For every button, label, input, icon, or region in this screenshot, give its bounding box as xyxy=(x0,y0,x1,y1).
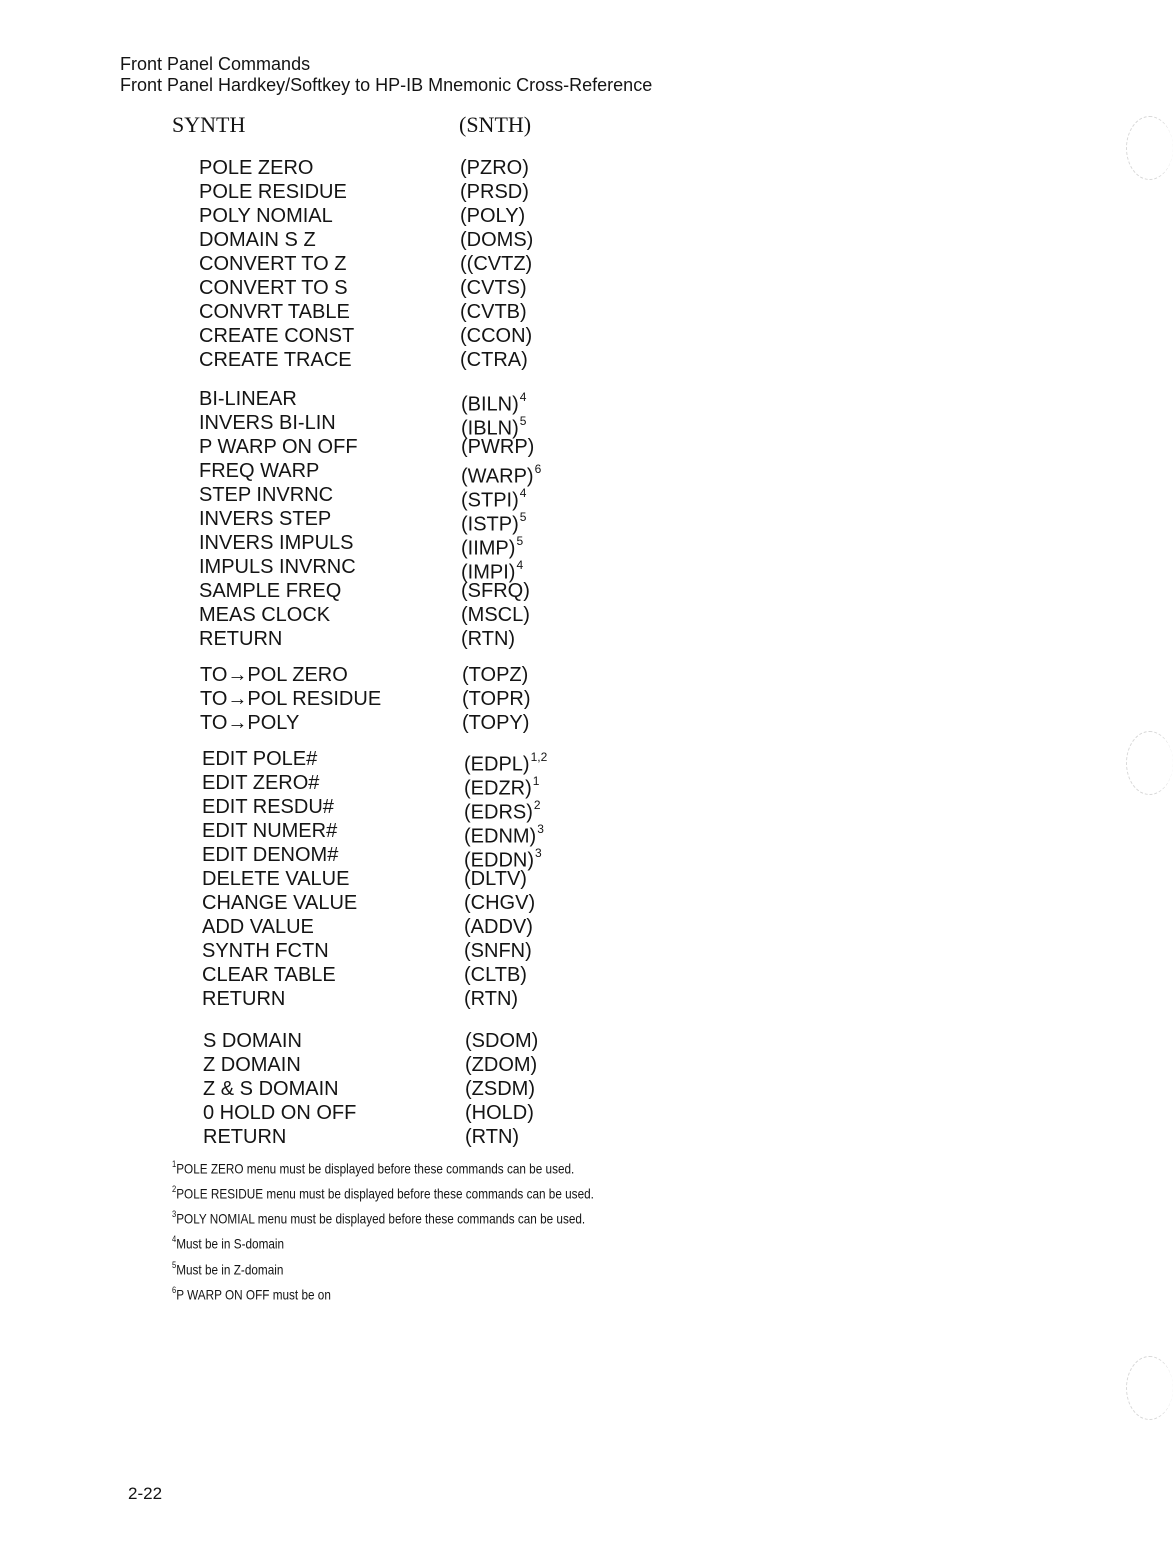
command-row xyxy=(203,1029,903,1053)
command-row xyxy=(199,348,899,372)
hpib-mnemonic: (POLY) xyxy=(460,205,526,227)
command-group xyxy=(199,156,899,372)
command-group xyxy=(203,1029,903,1149)
footnote-reference: 2 xyxy=(533,798,541,812)
hpib-mnemonic: (IBLN)$^5$ xyxy=(461,414,527,440)
softkey-label: POLE RESIDUE xyxy=(199,181,347,203)
hpib-mnemonic: (PWRP) xyxy=(461,436,535,458)
command-row xyxy=(199,180,899,204)
softkey-label: RETURN xyxy=(199,628,283,650)
softkey-label: BI-LINEAR xyxy=(199,388,297,410)
hpib-mnemonic: (EDRS)$^2$ xyxy=(464,798,541,824)
softkey-label: STEP INVRNC xyxy=(199,484,334,506)
footnote xyxy=(172,1155,594,1180)
header-section-title: Front Panel Commands xyxy=(120,54,311,74)
command-row xyxy=(202,987,902,1011)
hpib-mnemonic: (TOPY) xyxy=(462,712,530,734)
footnote-reference: 5 xyxy=(519,414,527,428)
command-row xyxy=(202,963,902,987)
header-subtitle: Front Panel Hardkey/Softkey to HP-IB Mnemonic Cross-Reference xyxy=(120,75,653,95)
hpib-mnemonic: (IIMP)$^5$ xyxy=(461,534,524,560)
command-row xyxy=(199,531,899,560)
softkey-label: CONVERT TO S xyxy=(199,277,348,299)
hpib-mnemonic: (IMPI)$^4$ xyxy=(461,558,524,584)
footnote-mark: 6 xyxy=(172,1284,177,1295)
hpib-mnemonic: (RTN) xyxy=(465,1126,520,1148)
hpib-mnemonic: (SNFN) xyxy=(464,940,532,962)
command-row xyxy=(199,252,899,276)
menu-title-mnemonic: (SNTH) xyxy=(459,112,532,137)
command-row xyxy=(199,627,899,651)
command-row xyxy=(202,843,902,872)
footnote-mark: 3 xyxy=(172,1209,177,1220)
hpib-mnemonic: (WARP)$^6$ xyxy=(461,462,542,488)
softkey-label: FREQ WARP xyxy=(199,460,320,482)
softkey-label: CHANGE VALUE xyxy=(202,892,358,914)
hpib-mnemonic: (PRSD) xyxy=(460,181,529,203)
hpib-mnemonic: (RTN) xyxy=(464,988,519,1010)
softkey-label: CLEAR TABLE xyxy=(202,964,336,986)
softkey-label: DOMAIN S Z xyxy=(199,229,316,251)
command-row xyxy=(202,771,902,800)
softkey-label: EDIT RESDU# xyxy=(202,796,334,818)
hpib-mnemonic: (EDPL)$^{1,2}$ xyxy=(464,750,548,776)
hpib-mnemonic: (SDOM) xyxy=(465,1030,539,1052)
hpib-mnemonic: (TOPR) xyxy=(462,688,531,710)
footnote-reference: 6 xyxy=(534,462,542,476)
command-row xyxy=(199,483,899,512)
command-row xyxy=(199,603,899,627)
softkey-label: RETURN xyxy=(203,1126,287,1148)
footnote-reference: 3 xyxy=(535,846,542,860)
softkey-label: DELETE VALUE xyxy=(202,868,350,890)
softkey-label: S DOMAIN xyxy=(203,1030,302,1052)
footnote-reference: 5 xyxy=(519,510,527,524)
hpib-mnemonic: (ZDOM) xyxy=(465,1054,538,1076)
softkey-label: INVERS IMPULS xyxy=(199,532,354,554)
softkey-label: SAMPLE FREQ xyxy=(199,580,342,602)
command-row xyxy=(202,867,902,891)
command-row xyxy=(199,324,899,348)
softkey-label: INVERS STEP xyxy=(199,508,332,530)
hpib-mnemonic: (CCON) xyxy=(460,325,533,347)
softkey-label: EDIT DENOM# xyxy=(202,844,339,866)
footnote-reference: 4 xyxy=(516,558,524,572)
softkey-label: Z & S DOMAIN xyxy=(203,1078,339,1100)
softkey-label: EDIT ZERO# xyxy=(202,772,320,794)
command-row xyxy=(199,579,899,603)
command-group xyxy=(199,387,899,651)
footnotes xyxy=(172,1155,594,1306)
hpib-mnemonic: (RTN) xyxy=(461,628,516,650)
softkey-label: POLY NOMIAL xyxy=(199,205,333,227)
softkey-label: CREATE TRACE xyxy=(199,349,352,371)
footnote-reference: 4 xyxy=(519,486,527,500)
page-header xyxy=(120,54,652,96)
footnote-text: POLY NOMIAL menu must be displayed before these commands can be used. xyxy=(176,1210,586,1227)
softkey-label: POLE ZERO xyxy=(199,157,314,179)
softkey-label: EDIT POLE# xyxy=(202,748,318,770)
hpib-mnemonic: (CLTB) xyxy=(464,964,527,986)
command-row xyxy=(199,459,899,488)
command-row xyxy=(199,156,899,180)
footnote-mark: 4 xyxy=(172,1234,177,1245)
footnote-reference: 1,2 xyxy=(530,750,548,764)
command-row xyxy=(202,795,902,824)
punch-hole-mark xyxy=(1126,116,1173,180)
hpib-mnemonic: (CHGV) xyxy=(464,892,536,914)
command-row xyxy=(203,1077,903,1101)
command-row xyxy=(202,939,902,963)
hpib-mnemonic: (DOMS) xyxy=(460,229,534,251)
footnote xyxy=(172,1256,594,1281)
command-row xyxy=(199,435,899,459)
command-row xyxy=(203,1101,903,1125)
punch-hole-mark xyxy=(1126,731,1173,795)
footnote-mark: 5 xyxy=(172,1259,177,1270)
command-row xyxy=(199,204,899,228)
hpib-mnemonic: (SFRQ) xyxy=(461,580,530,602)
hpib-mnemonic: (CVTB) xyxy=(460,301,527,323)
command-row xyxy=(200,711,900,735)
softkey-label: ADD VALUE xyxy=(202,916,314,938)
hpib-mnemonic: (EDNM)$^3$ xyxy=(464,822,544,848)
softkey-label: SYNTH FCTN xyxy=(202,940,329,962)
hpib-mnemonic: (HOLD) xyxy=(465,1102,534,1124)
softkey-label: RETURN xyxy=(202,988,286,1010)
command-row xyxy=(199,300,899,324)
footnote-text: P WARP ON OFF must be on xyxy=(176,1286,331,1303)
command-row xyxy=(200,663,900,687)
softkey-label: TO→POLY xyxy=(200,712,300,734)
hpib-mnemonic: (DLTV) xyxy=(464,868,527,890)
command-row xyxy=(199,555,899,584)
footnote xyxy=(172,1230,594,1255)
hpib-mnemonic: (MSCL) xyxy=(461,604,530,626)
command-row xyxy=(202,747,902,776)
command-row xyxy=(199,276,899,300)
hpib-mnemonic: (PZRO) xyxy=(460,157,529,179)
footnote-reference: 1 xyxy=(532,774,540,788)
command-row xyxy=(203,1053,903,1077)
hpib-mnemonic: (ADDV) xyxy=(464,916,533,938)
command-row xyxy=(202,891,902,915)
footnote-reference: 3 xyxy=(537,822,544,836)
footnote-mark: 2 xyxy=(172,1184,177,1195)
footnote xyxy=(172,1281,594,1306)
softkey-label: Z DOMAIN xyxy=(203,1054,301,1076)
footnote-reference: 4 xyxy=(519,390,527,404)
footnote xyxy=(172,1205,594,1230)
hpib-mnemonic: (EDZR)$^1$ xyxy=(464,774,540,800)
softkey-label: 0 HOLD ON OFF xyxy=(203,1102,357,1124)
command-row xyxy=(199,387,899,416)
hpib-mnemonic: (STPI)$^4$ xyxy=(461,486,527,512)
command-row xyxy=(203,1125,903,1149)
footnote-mark: 1 xyxy=(172,1159,177,1169)
page-number: 2-22 xyxy=(128,1484,163,1503)
command-row xyxy=(199,228,899,252)
hpib-mnemonic: (EDDN)$^3$ xyxy=(464,846,542,872)
command-row xyxy=(200,687,900,711)
footnote-text: POLE RESIDUE menu must be displayed before these commands can be used. xyxy=(176,1185,594,1202)
hpib-mnemonic: ((CVTZ) xyxy=(460,253,533,275)
softkey-label: TO→POL RESIDUE xyxy=(200,688,382,710)
footnote-reference: 5 xyxy=(516,534,524,548)
softkey-label: CONVERT TO Z xyxy=(199,253,347,275)
footnote-text: Must be in Z-domain xyxy=(176,1261,284,1278)
hpib-mnemonic: (CVTS) xyxy=(460,277,527,299)
command-row xyxy=(202,915,902,939)
command-group xyxy=(200,663,900,735)
command-row xyxy=(199,411,899,440)
footnote-text: Must be in S-domain xyxy=(176,1236,285,1253)
hpib-mnemonic: (TOPZ) xyxy=(462,664,529,686)
punch-hole-mark xyxy=(1126,1356,1173,1420)
hpib-mnemonic: (ISTP)$^5$ xyxy=(461,510,527,536)
softkey-label: MEAS CLOCK xyxy=(199,604,331,626)
hpib-mnemonic: (CTRA) xyxy=(460,349,528,371)
softkey-label: CONVRT TABLE xyxy=(199,301,350,323)
softkey-label: P WARP ON OFF xyxy=(199,436,358,458)
command-row xyxy=(202,819,902,848)
command-group xyxy=(202,747,902,1011)
footnote xyxy=(172,1180,594,1205)
command-row xyxy=(199,507,899,536)
hpib-mnemonic: (BILN)$^4$ xyxy=(461,390,527,416)
footnote-text: POLE ZERO menu must be displayed before these commands can be used. xyxy=(176,1160,575,1177)
softkey-label: INVERS BI-LIN xyxy=(199,412,336,434)
softkey-label: IMPULS INVRNC xyxy=(199,556,356,578)
softkey-label: TO→POL ZERO xyxy=(200,664,348,686)
hpib-mnemonic: (ZSDM) xyxy=(465,1078,535,1100)
softkey-label: CREATE CONST xyxy=(199,325,355,347)
softkey-label: EDIT NUMER# xyxy=(202,820,338,842)
menu-title: SYNTH xyxy=(172,112,246,137)
